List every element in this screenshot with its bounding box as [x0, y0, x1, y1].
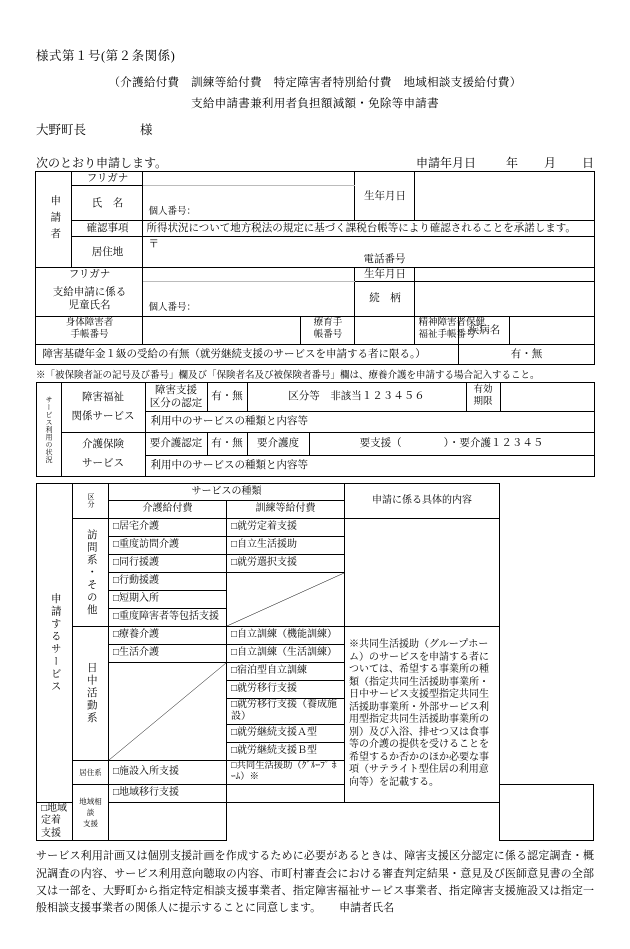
service-checkbox-item[interactable]: □宿泊型自立訓練: [227, 662, 345, 680]
form-page: [0, 46, 630, 949]
service-checkbox-item[interactable]: □就労継続支援Ｂ型: [227, 742, 345, 760]
date-day-unit: 日: [581, 156, 594, 170]
kunren-column-label: 訓練等給付費: [227, 500, 345, 518]
physical-cert-label: 身体障害者 手帳番号: [36, 316, 143, 344]
pension-label: 障害基礎年金１級の受給の有無（就労継続支援のサービスを申請する者に限る。）: [36, 344, 459, 364]
services-memo: ※共同生活援助（グループホーム）のサービスを申請する者については、希望する事業所の種類（指定共同生活援助事業所・日中サービス支援型指定共同生活援助事業所・外部サービス利用型指定共同生活援助事業所の別）及び入浴、排せつ又は食事等の介護の提供を受けることを希望するか否かのほか必要な事項（サテライト型住居の利用意向等）を記載する。: [345, 626, 500, 802]
service-checkbox-item[interactable]: □就労移行支援: [227, 680, 345, 698]
service-row: [37, 554, 594, 572]
applicant-confirm-row: [36, 221, 594, 237]
service-checkbox-item[interactable]: □自立生活援助: [227, 536, 345, 554]
services-side-label: 申請するサービス: [37, 483, 73, 802]
group-label-daytime: 日中活動系: [73, 626, 109, 760]
application-date-label: 申請年月日: [415, 156, 476, 170]
welfare-valid-label: 有効 期限: [466, 382, 500, 411]
welfare-cert-row: [36, 382, 594, 411]
welfare-detail-label[interactable]: 利用中のサービスの種類と内容等: [145, 411, 594, 432]
document-header: [0, 46, 630, 171]
pension-value[interactable]: 有・無: [459, 344, 594, 364]
applicant-mynumber-label: 個人番号：: [148, 207, 196, 218]
child-birth-label: 生年月日: [355, 268, 415, 282]
applicant-confirm-text: 所得状況について地方税法の規定に基づく課税台帳等により確認されることを承諾します。: [143, 221, 594, 237]
service-checkbox-item[interactable]: □地域定着支援: [37, 802, 73, 841]
form-number: 様式第１号(第２条関係): [36, 49, 176, 63]
group-label-residential: 居住系: [73, 760, 109, 784]
welfare-service-label: 障害福祉 関係サービス: [61, 382, 145, 432]
applicant-name-label: 氏 名: [72, 186, 143, 221]
service-checkbox-item[interactable]: □重度訪問介護: [109, 536, 227, 554]
service-checkbox-item[interactable]: □同行援護: [109, 554, 227, 572]
care-cert-value[interactable]: 有・無: [207, 432, 247, 455]
addressee-row: [36, 120, 594, 138]
applicant-furigana-field[interactable]: [143, 172, 355, 186]
welfare-cert-label: 障害支援 区分の認定: [145, 382, 207, 411]
postal-code-mark: 〒: [148, 239, 159, 251]
child-furigana-label: フリガナ: [36, 268, 143, 282]
group-label-visit: 訪問系・その他: [73, 518, 109, 626]
disease-name-label: 疾病名: [459, 316, 510, 344]
request-sentence: 次のとおり申請します。: [36, 156, 168, 170]
applicant-side-label: 申請者: [36, 172, 72, 268]
applicant-residence-row: [36, 237, 594, 268]
date-month-unit: 月: [543, 156, 556, 170]
mental-cert-label: 精神障害者保健 福祉手帳番号: [415, 316, 459, 344]
service-row: [37, 644, 594, 662]
applicant-furigana-label: フリガナ: [72, 172, 143, 186]
service-row: [37, 572, 594, 590]
applicant-birth-label: 生年月日: [355, 172, 415, 221]
document-title: 支給申請書兼利用者負担額減額・免除等申請書: [191, 98, 439, 110]
kunren-blank-community-2: [109, 802, 227, 841]
ryoiku-cert-label: 療育手 帳番号: [301, 316, 355, 344]
service-checkbox-item[interactable]: □療養介護: [109, 626, 227, 644]
service-row: [37, 626, 594, 644]
services-header-row-1: [37, 483, 594, 500]
detail-column-label: 申請に係る具体的内容: [345, 483, 500, 518]
service-checkbox-item[interactable]: □就労継続支援Ａ型: [227, 724, 345, 742]
applicant-birth-field[interactable]: [415, 172, 594, 221]
child-furigana-field[interactable]: [143, 268, 355, 282]
application-date-fields: [416, 154, 594, 171]
service-checkbox-item[interactable]: □行動援護: [109, 572, 227, 590]
signature-label: 申請者氏名: [339, 901, 395, 914]
consent-paragraph: サービス利用計画又は個別支援計画を作成するために必要があるときは、障害支援区分認定に係る認定調査・概況調査の内容、サービス利用意向聴取の内容、市町村審査会における審査判定結果・意見及び医師意見書の全部又は一部を、大野町から指定特定相談支援事業者、指定障害福祉サービス事業者、指定障害支援施設又は指定一般相談支援事業者の関係人に提示することに同意します。: [36, 850, 594, 914]
service-row: [37, 518, 594, 536]
child-relation-field[interactable]: [415, 282, 594, 317]
ryoiku-cert-field[interactable]: [355, 316, 415, 344]
welfare-valid-field[interactable]: [500, 382, 594, 411]
date-year-unit: 年: [505, 156, 518, 170]
service-row: [37, 536, 594, 554]
pension-row: [36, 344, 594, 364]
child-furigana-row: [36, 268, 594, 282]
detail-field-lower[interactable]: [500, 784, 594, 841]
service-checkbox-item[interactable]: □自立訓練（機能訓練）: [227, 626, 345, 644]
child-birth-field[interactable]: [415, 268, 594, 282]
service-checkbox-item[interactable]: □重度障害者等包括支援: [109, 608, 227, 626]
document-subtitle: （介護給付費 訓練等給付費 特定障害者特別給付費 地域相談支援給付費）: [108, 77, 522, 89]
kunren-blank-community-1: [227, 784, 345, 802]
addressee-honorific: 様: [140, 123, 153, 137]
care-insurance-cert-row: [36, 432, 594, 455]
service-checkbox-item[interactable]: □生活介護: [109, 644, 227, 662]
usage-status-table: [36, 382, 595, 477]
care-cert-label: 要介護認定: [145, 432, 207, 455]
detail-field-upper[interactable]: [345, 518, 500, 626]
certificates-row: [36, 316, 594, 344]
group-label-community: 地域相談 支援: [73, 784, 109, 841]
care-insurance-label: 介護保険 サービス: [61, 432, 145, 476]
physical-cert-field[interactable]: [143, 316, 301, 344]
applicant-name-field[interactable]: [143, 186, 355, 221]
service-row: [37, 662, 594, 680]
consent-footer: [36, 848, 594, 916]
request-row: [36, 154, 594, 171]
service-type-label: サービスの種類: [109, 483, 345, 500]
kunren-blank-diagonal-upper: [227, 572, 345, 626]
applicant-confirm-label: 確認事項: [72, 221, 143, 237]
service-checkbox-item[interactable]: □居宅介護: [109, 518, 227, 536]
service-checkbox-item[interactable]: □自立訓練（生活訓練）: [227, 644, 345, 662]
insured-note: ※「被保険者証の記号及び番号」欄及び「保険者名及び被保険者番号」欄は、療養介護を申請する場合記入すること。: [36, 370, 540, 381]
services-header-row-2: [37, 500, 594, 518]
kaigo-blank-diagonal-lower: [109, 662, 227, 760]
child-name-field[interactable]: [143, 282, 355, 317]
child-relation-label: 続 柄: [355, 282, 415, 317]
service-checkbox-item[interactable]: □就労移行支援（養成施設）: [227, 698, 345, 724]
welfare-cert-value[interactable]: 有・無: [207, 382, 247, 411]
care-detail-label[interactable]: 利用中のサービスの種類と内容等: [145, 455, 594, 476]
usage-status-side-label: サービス利用の状況: [36, 382, 61, 476]
child-name-row: [36, 282, 594, 317]
service-checkbox-item[interactable]: □施設入所支援: [109, 760, 227, 784]
division-label: 区分: [73, 483, 109, 518]
service-row: [37, 760, 594, 784]
kaigo-column-label: 介護給付費: [109, 500, 227, 518]
service-checkbox-item[interactable]: □地域移行支援: [109, 784, 227, 802]
service-row: [37, 784, 594, 802]
welfare-class-label[interactable]: 区分等 非該当１２３４５６: [247, 382, 466, 411]
applicant-residence-field[interactable]: [143, 237, 594, 268]
care-level-label: 要介護度: [247, 432, 309, 455]
service-checkbox-item[interactable]: □就労定着支援: [227, 518, 345, 536]
services-table: [36, 483, 594, 842]
service-checkbox-item[interactable]: □就労選択支援: [227, 554, 345, 572]
applicant-phone-label: 電話番号: [363, 254, 406, 265]
addressee-name: 大野町長: [36, 123, 87, 137]
care-level-value[interactable]: 要支援（ ）・要介護１２３４５: [309, 432, 594, 455]
child-name-label: 支給申請に係る 児童氏名: [36, 282, 143, 317]
service-checkbox-item[interactable]: □共同生活援助（ｸﾞﾙｰﾌﾟ ﾎｰﾑ）※: [227, 760, 345, 784]
applicant-residence-label: 居住地: [72, 237, 143, 268]
applicant-table: [35, 171, 594, 365]
applicant-furigana-row: [36, 172, 594, 186]
disease-name-field[interactable]: [510, 316, 594, 344]
service-checkbox-item[interactable]: □短期入所: [109, 590, 227, 608]
child-mynumber-label: 個人番号：: [148, 302, 196, 313]
